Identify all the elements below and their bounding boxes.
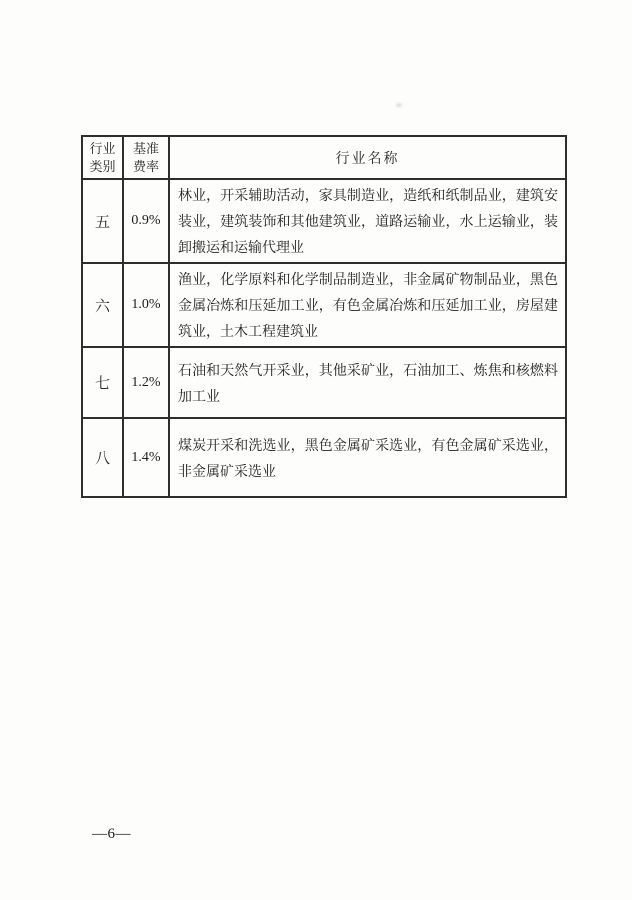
header-industry-category-line1: 行业 <box>89 140 116 156</box>
category-cell: 六 <box>82 263 123 347</box>
header-industry-category <box>82 136 123 179</box>
table-row <box>82 347 566 418</box>
header-base-rate <box>123 136 169 179</box>
table-header-row <box>82 136 566 179</box>
scan-speck <box>396 103 402 107</box>
page-number: —6— <box>92 826 131 842</box>
industry-name-cell: 煤炭开采和洗选业，黑色金属矿采选业，有色金属矿采选业，非金属矿采选业 <box>169 418 566 497</box>
category-cell: 七 <box>82 347 123 418</box>
category-cell: 八 <box>82 418 123 497</box>
rate-cell: 1.4% <box>123 418 169 497</box>
rate-cell: 1.0% <box>123 263 169 347</box>
table-row <box>82 418 566 497</box>
header-base-rate-line2: 费率 <box>132 158 159 174</box>
industry-name-cell: 石油和天然气开采业，其他采矿业，石油加工、炼焦和核燃料加工业 <box>169 347 566 418</box>
rate-cell: 1.2% <box>123 347 169 418</box>
table-row <box>82 263 566 347</box>
industry-rate-table <box>81 135 567 498</box>
table-row <box>82 179 566 263</box>
rate-cell: 0.9% <box>123 179 169 263</box>
category-cell: 五 <box>82 179 123 263</box>
industry-name-cell: 渔业，化学原料和化学制品制造业，非金属矿物制品业，黑色金属冶炼和压延加工业，有色金属冶炼和压延加工业，房屋建筑业，土木工程建筑业 <box>169 263 566 347</box>
header-industry-category-line2: 类别 <box>89 158 116 174</box>
industry-name-cell: 林业，开采辅助活动，家具制造业，造纸和纸制品业，建筑安装业，建筑装饰和其他建筑业，道路运输业，水上运输业，装卸搬运和运输代理业 <box>169 179 566 263</box>
header-base-rate-line1: 基准 <box>132 140 159 156</box>
header-industry-name: 行业名称 <box>169 136 566 179</box>
